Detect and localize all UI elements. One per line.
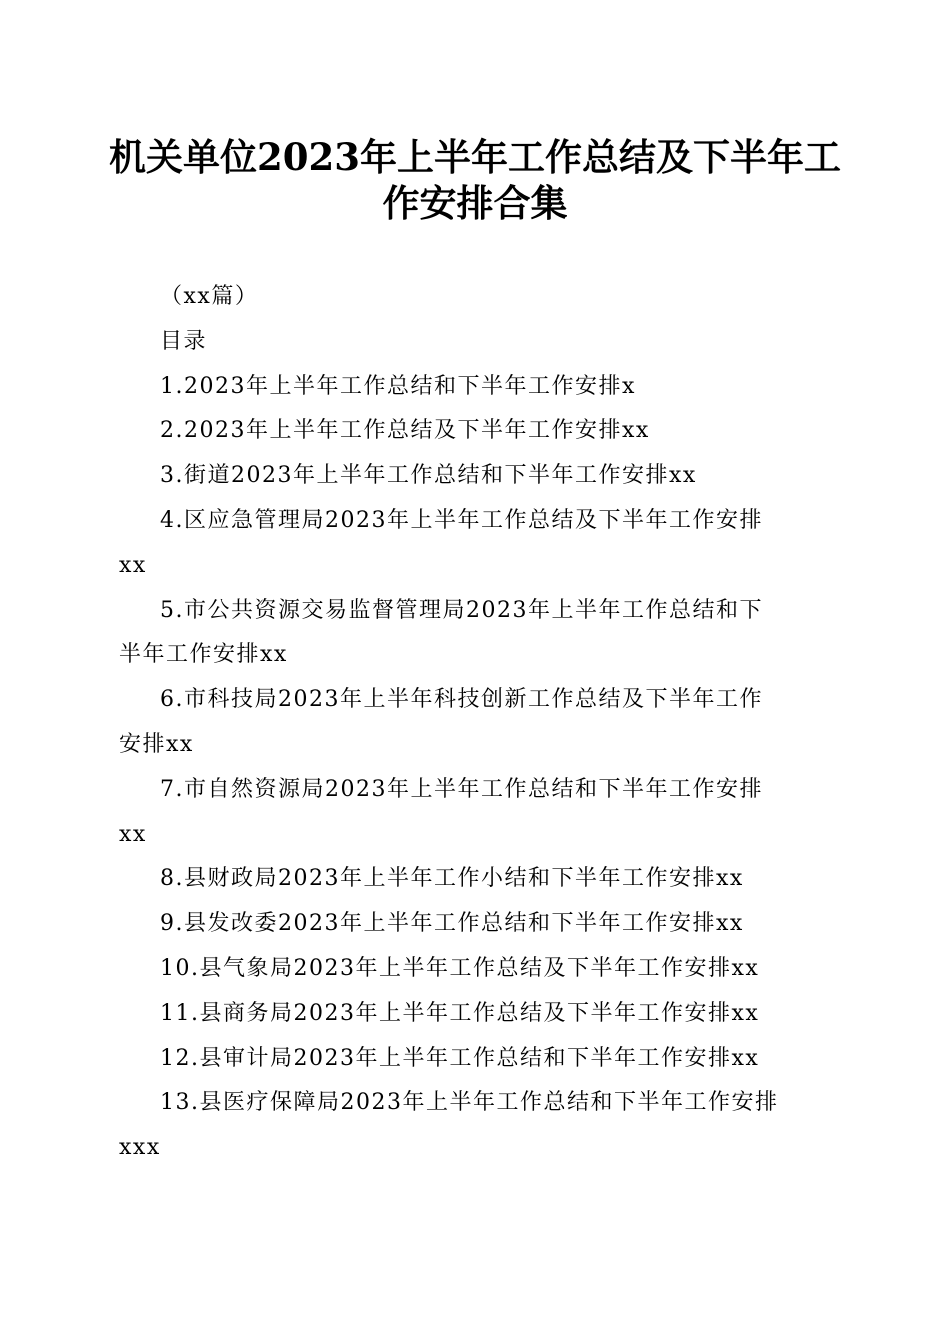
toc-entry [119,1081,829,1171]
toc-entry [119,499,829,589]
table-of-contents [119,365,829,1171]
toc-entry-continuation: xx [119,821,147,847]
toc-entry-line: 4.区应急管理局2023年上半年工作总结及下半年工作安排 [160,507,763,533]
toc-entry [119,902,829,947]
toc-entry-line: 8.县财政局2023年上半年工作小结和下半年工作安排xx [160,866,744,892]
toc-entry-line: 6.市科技局2023年上半年科技创新工作总结及下半年工作 [160,687,763,713]
toc-entry [119,947,829,992]
toc-entry-line: 3.街道2023年上半年工作总结和下半年工作安排xx [160,463,697,489]
toc-entry-line: 9.县发改委2023年上半年工作总结和下半年工作安排xx [160,911,744,937]
toc-entry [119,365,829,410]
toc-entry-line: 10.县气象局2023年上半年工作总结及下半年工作安排xx [160,955,760,981]
toc-heading: 目录 [160,328,208,354]
document-title [0,134,950,226]
toc-entry [119,454,829,499]
toc-entry-line: 7.市自然资源局2023年上半年工作总结和下半年工作安排 [160,776,763,802]
toc-entry-continuation: 半年工作安排xx [119,642,288,668]
toc-entry-continuation: xx [119,552,147,578]
toc-entry-line: 5.市公共资源交易监督管理局2023年上半年工作总结和下 [160,597,763,623]
toc-entry-line: 2.2023年上半年工作总结及下半年工作安排xx [160,418,650,444]
toc-entry [119,992,829,1037]
toc-entry-continuation: 安排xx [119,731,194,757]
title-line-2: 作安排合集 [382,181,568,225]
toc-entry [119,857,829,902]
toc-entry-line: 12.县审计局2023年上半年工作总结和下半年工作安排xx [160,1045,760,1071]
toc-entry-line: 13.县医疗保障局2023年上半年工作总结和下半年工作安排 [160,1090,779,1116]
toc-entry-line: 1.2023年上半年工作总结和下半年工作安排x [160,373,636,399]
toc-entry [119,768,829,858]
title-line-1: 机关单位2023年上半年工作总结及下半年工 [109,135,841,179]
count-note: （xx篇） [160,284,259,309]
toc-entry [119,678,829,768]
toc-entry [119,409,829,454]
toc-entry [119,1037,829,1082]
toc-entry-continuation: xxx [119,1135,161,1161]
document-body [119,275,829,1171]
toc-entry [119,589,829,679]
toc-entry-line: 11.县商务局2023年上半年工作总结及下半年工作安排xx [160,1000,760,1026]
